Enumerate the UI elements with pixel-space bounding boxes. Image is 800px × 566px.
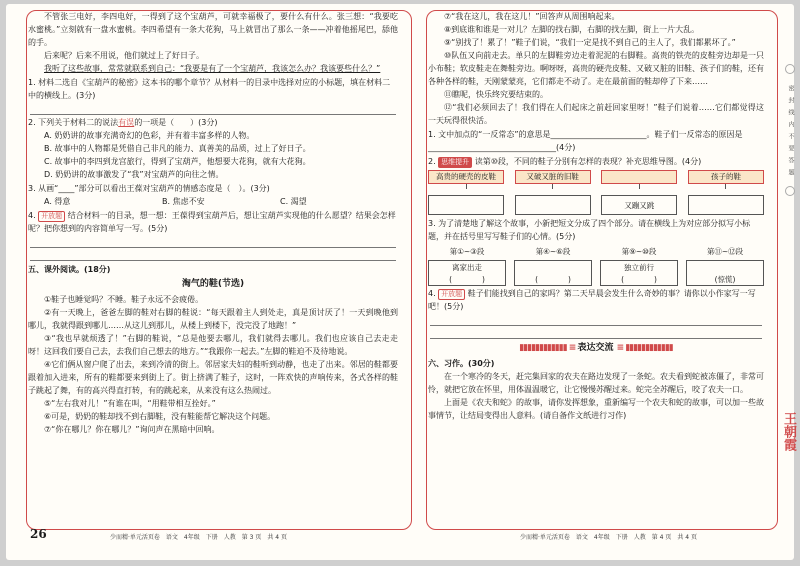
question-4: 4. 开放题 结合材料一的目录，想一想：王葆得到宝葫芦后，想让宝葫芦实现他的什么愿望？结果会怎样呢？把你想到的内容简单写一写。(5分) (28, 211, 396, 233)
passage-paragraph: ⑤“左右我对儿！”有谁在叫，“用鞋带相互拴好。” (44, 399, 216, 408)
part-answer-box[interactable] (600, 260, 678, 286)
emphasis-text: 有误 (118, 118, 135, 127)
binding-hole-icon (785, 186, 795, 196)
passage-paragraph: ⑩队伍又向前走去。单只的左脚鞋旁边走着泥泥的右脚鞋。高贵的铁壳的皮鞋旁边却是一只小布鞋；软皮鞋走在舞鞋旁边。啊呀呀，高贵的硬壳皮鞋、又破又脏的旧鞋、孩子们的鞋，还有各种各样的鞋，天刚蒙蒙亮，它们都走不动了。走在最前面的鞋却停了下来…… (428, 51, 764, 86)
question-1: 1. 文中加点的“一反常态”的意思是________________________。鞋子们一反常态的原因是________________________________(4分) (428, 130, 743, 152)
connector (466, 184, 467, 189)
passage-title: 淘气的鞋(节选) (181, 279, 245, 289)
mind-map-label[interactable] (601, 170, 677, 184)
part-title (687, 262, 763, 274)
part-mood: ( ) (449, 275, 485, 284)
part-cell (686, 245, 764, 286)
passage-paragraph: ⑧到底谁和谁是一对儿？左脚的找右脚，右脚的找左脚，街上一片大乱。 (444, 25, 700, 34)
side-text: 密 封 线 内 不 要 答 题 (787, 85, 794, 175)
option-a[interactable]: A. 得意 (44, 197, 71, 206)
mind-map-node (515, 170, 591, 215)
page-footer: 少而精·单元活页卷 语文 4年级 下册 人教 第 4 页 共 4 页 (520, 534, 697, 541)
page-footer: 少而精·单元活页卷 语文 4年级 下册 人教 第 3 页 共 4 页 (110, 534, 287, 541)
option-c[interactable]: C. 故事中的李四到龙宫旅行，得到了宝葫芦，他想要大花狗，就有大花狗。 (44, 157, 311, 166)
section-heading: 六、习作。(30分) (428, 359, 495, 368)
intro-paragraph: 不管张三电好，李四电好，一得到了这个宝葫芦，可就幸福极了，要什么有什么。张三想：“我要吃水蜜桃。”立刻就有一盘水蜜桃。李四希望有一条大花狗，马上就冒出了那么一条——冲着他摇尾巴，舔他的手。 (28, 12, 398, 47)
question-text: 结合材料一的目录，想一想：王葆得到宝葫芦后，想让宝葫芦实现他的什么愿望？结果会怎样呢？把你想到的内容简单写一写。(5分) (28, 211, 396, 233)
question-1: 1. 材料二选自《宝葫芦的秘密》这本书的哪个章节？从材料一的目录中选择对应的小标题，填在材料二中的横线上。(3分) (28, 78, 391, 100)
passage-paragraph: ⑥可是，奶奶的鞋却找不到右脚鞋，没有鞋能帮它解决这个问题。 (44, 412, 276, 421)
part-mood: (惊慌) (714, 275, 736, 284)
question-text: 鞋子们一反常态的原因是 (654, 130, 743, 139)
page-number: 26 (30, 527, 47, 541)
part-heading: 第⑨~⑩段 (621, 247, 657, 256)
option-b[interactable]: B. 焦虑不安 (162, 197, 205, 206)
question-text: 2. 下列关于材料二的说法 (28, 118, 119, 127)
question-text: 的一项是（ ）(3分) (134, 118, 218, 127)
question-4: 4. 开放题 鞋子们能找到自己的家吗？第二天早晨会发生什么奇妙的事？请你以小作家写一写吧！(5分) (428, 289, 756, 311)
option-c[interactable]: C. 渴望 (280, 197, 307, 206)
option-a[interactable]: A. 奶奶讲的故事充满奇幻的色彩，并有着丰富多样的人物。 (44, 131, 255, 140)
section-title-table (428, 245, 764, 286)
passage-paragraph: ⑫“我们必须回去了！我们得在人们起床之前赶回家里呀！”鞋子们说着……它们都觉得这一天玩得很快活。 (428, 103, 764, 125)
passage-paragraph: ⑪瞧呢，快乐终究要结束的。 (444, 90, 548, 99)
connector (552, 184, 553, 189)
question-3: 3. 从画“____”部分可以看出王葆对宝葫芦的情感态度是（ ）。(3分) (28, 184, 270, 193)
question-text: 鞋子们能找到自己的家吗？第二天早晨会发生什么奇妙的事？请你以小作家写一写吧！(5分) (428, 289, 756, 311)
brand-logo: 王朝霞 (781, 412, 796, 451)
mind-map-label: 孩子的鞋 (688, 170, 764, 184)
part-heading: 第①~③段 (449, 247, 485, 256)
mind-map-label: 高贵的硬壳的皮鞋 (428, 170, 504, 184)
connector (725, 184, 726, 189)
mind-map-answer-box: 又蹦又跳 (601, 195, 677, 215)
mind-map-answer-box[interactable] (688, 195, 764, 215)
mind-map-node (688, 170, 764, 215)
part-answer-box[interactable] (686, 260, 764, 286)
open-question-tag: 开放题 (38, 211, 65, 222)
passage-paragraph: ①鞋子也睡觉吗？不睡。鞋子永远不会疲倦。 (44, 295, 204, 304)
open-question-tag: 开放题 (438, 289, 465, 300)
answer-line[interactable] (30, 235, 396, 248)
mind-map-label: 又破又脏的旧鞋 (515, 170, 591, 184)
mind-map (428, 170, 764, 215)
question-text: 1. 文中加点的“一反常态”的意思是 (428, 130, 551, 139)
part-mood: ( ) (621, 275, 657, 284)
banner-decoration: ≡ ▮▮▮▮▮▮▮▮▮▮▮▮ (616, 343, 673, 353)
passage-paragraph: ②有一天晚上，爸爸左脚的鞋对右脚的鞋说：“每天跟着主人到处走，真是顶讨厌了！一天到晚他到哪儿，我就得跟到哪儿……从这儿到那儿，从楼上到楼下，没完没了地跑！” (28, 308, 398, 330)
score-text: (4分) (556, 143, 576, 152)
part-title (515, 262, 591, 274)
mind-map-node (428, 170, 504, 215)
question-text: 读第⑩段，不同的鞋子分别有怎样的表现？补充思维导图。(4分) (474, 157, 702, 166)
banner-decoration: ▮▮▮▮▮▮▮▮▮▮▮▮ ≡ (519, 343, 578, 353)
answer-line[interactable] (430, 313, 762, 326)
passage-paragraph: ④它们俩从窗户爬了出去，来到冷清的街上。邻居家夫妇的鞋听到动静，也走了出来。邻居的鞋都要跟着加入进来，所有的鞋都要来到街上了。街上挤满了鞋子，这时，一阵欢快的声响传来，各式各样的鞋子跳起了舞，有的高兴得直打转，有的跳起来，从来没有这么热闹过。 (28, 360, 398, 395)
part-heading: 第④~⑥段 (535, 247, 571, 256)
part-answer-box[interactable] (514, 260, 592, 286)
part-cell (514, 245, 592, 286)
passage-paragraph: ⑦“我在这儿，我在这儿！”回答声从周围响起来。 (444, 12, 620, 21)
part-heading: 第⑪~⑫段 (706, 247, 744, 256)
answer-line[interactable] (430, 326, 762, 339)
answer-line[interactable] (30, 248, 396, 261)
mind-map-node (601, 170, 677, 215)
intro-paragraph: 后来呢？后来不用说，他们就过上了好日子。 (44, 51, 204, 60)
passage-paragraph: ③“我也早就烦透了！”右脚的鞋说，“总是他要去哪儿，我们就得去哪儿。我们也应该自己去走走呀！这回我们要自己去，去我们自己想去的地方。”“我跟你一起去。”左脚的鞋迫不及待地说。 (28, 334, 398, 356)
question-3: 3. 为了清楚地了解这个故事，小新把短文分成了四个部分。请在横线上为对应部分拟写小标题，并在括号里写写鞋子们的心情。(5分) (428, 219, 751, 241)
thinking-tag: 思维提升 (438, 157, 472, 168)
binding-hole-icon (785, 64, 795, 74)
mind-map-answer-box[interactable] (428, 195, 504, 215)
essay-prompt: 在一个寒冷的冬天，赶完集回家的农夫在路边发现了一条蛇。农夫看到蛇被冻僵了，非常可怜，就把它放在怀里，用体温温暖它，让它慢慢苏醒过来。蛇完全苏醒后，咬了农夫一口。 (428, 372, 764, 394)
options-list (28, 195, 398, 208)
connector (639, 184, 640, 189)
banner-title: 表达交流 (577, 343, 614, 353)
question-2: 2. 思维提升 读第⑩段，不同的鞋子分别有怎样的表现？补充思维导图。(4分) (428, 157, 702, 166)
side-margin-notes (782, 60, 798, 207)
passage-paragraph: ⑨“别找了！累了！”鞋子们说，“我们一定是找不到自己的主人了，我们都累坏了。” (444, 38, 736, 47)
underlined-sentence: 我听了这些故事，常常就联系到自己：“我要是有了一个宝葫芦，我该怎么办？我该要些什么？” (44, 64, 381, 73)
part-title: 离家出走 (452, 263, 482, 272)
mind-map-answer-box[interactable] (515, 195, 591, 215)
question-2 (28, 116, 398, 129)
right-column (428, 10, 764, 422)
option-d[interactable]: D. 奶奶讲的故事激发了“我”对宝葫芦的向往之情。 (44, 170, 224, 179)
left-column (28, 10, 398, 436)
part-cell (600, 245, 678, 286)
passage-paragraph: ⑦“你在哪儿？你在哪儿？”询问声在黑暗中回响。 (44, 425, 220, 434)
essay-instruction: 上面是《农夫和蛇》的故事，请你发挥想象，重新编写一个农夫和蛇的故事，可以加一些故事情节，让结局变得出人意料。(请自备作文纸进行习作) (428, 398, 764, 420)
option-b[interactable]: B. 故事中的人物都是凭借自己非凡的能力、真善美的品质，过上了好日子。 (44, 144, 311, 153)
section-heading: 五、课外阅读。(18分) (28, 265, 111, 274)
part-answer-box[interactable] (428, 260, 506, 286)
part-cell (428, 245, 506, 286)
answer-line[interactable] (30, 102, 396, 115)
part-mood: ( ) (535, 275, 571, 284)
part-title: 独立前行 (624, 263, 654, 272)
section-banner (428, 342, 764, 355)
options-list (28, 129, 398, 181)
